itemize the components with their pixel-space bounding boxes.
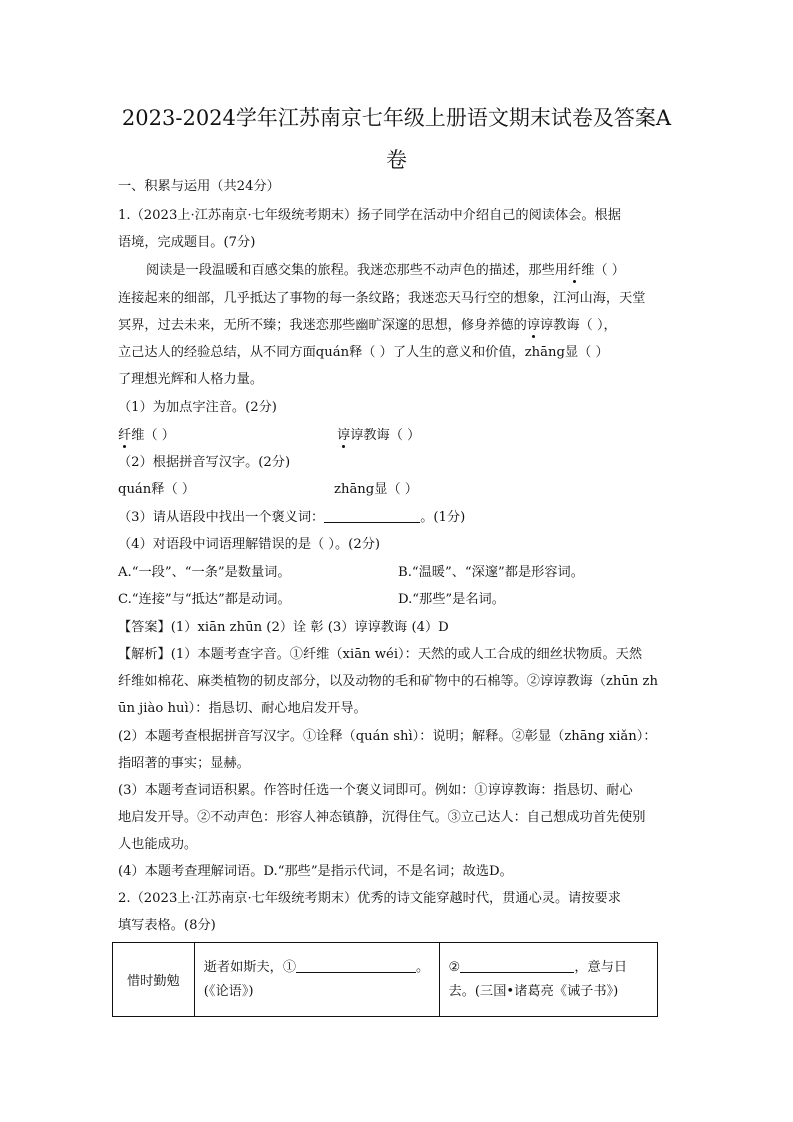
analysis-line1: 【解析】(1）本题考查字音。①纤维（xiān wéi）：天然的或人工合成的细丝状物质。天然 <box>118 647 643 662</box>
analysis-line5: 指昭著的事实；显赫。 <box>118 756 250 771</box>
quote-1-source: (《论语》) <box>203 983 254 999</box>
quote-cell-2 <box>439 943 657 1017</box>
quote-1-text: 逝者如斯夫，① <box>203 959 297 975</box>
passage-line4: 立己达人的经验总结，从不同方面quán释（ ）了人生的意义和价值，zhāng显（ ） <box>118 345 609 360</box>
analysis-line4: (2）本题考查根据拼音写汉字。①诠释（quán shì）：说明；解释。②彰显（zhāng xiǎn）： <box>118 729 657 744</box>
sub1-label: （1）为加点字注音。(2分) <box>118 400 277 415</box>
sub4-label: （4）对语段中词语理解错误的是（ ）。(2分) <box>118 537 381 552</box>
quote-1-suffix: 。 <box>416 959 430 975</box>
quote-1-line1 <box>195 956 439 980</box>
analysis-line8: 人也能成功。 <box>118 837 198 852</box>
option-d: D.“那些”是名词。 <box>398 592 505 607</box>
analysis-line9: (4）本题考查理解词语。D.“那些”是指示代词，不是名词；故选D。 <box>118 864 513 879</box>
analysis-line3: ūn jiào huì）：指恳切、耐心地启发开导。 <box>118 701 367 716</box>
sub1-item-a <box>118 426 175 446</box>
option-a: A.“一段”、“一条”是数量词。 <box>118 565 291 580</box>
table-row <box>113 943 658 1017</box>
passage-line3 <box>118 316 617 336</box>
page-title-line2: 卷 <box>386 148 407 172</box>
poetry-table <box>112 942 658 1017</box>
option-c: C.“连接”与“抵达”都是动词。 <box>118 592 291 607</box>
dotted-char: 纤 <box>568 263 582 278</box>
sub1-b-text: 谆教诲（ ） <box>350 428 421 443</box>
analysis-line6: (3）本题考查词语积累。作答时任选一个褒义词即可。例如：①谆谆教诲：指恳切、耐心 <box>118 783 633 798</box>
quote-cell-1 <box>194 943 439 1017</box>
sub3-line <box>118 508 465 528</box>
sub1-a-text: 维（ ） <box>131 428 175 443</box>
passage-text: 维（ ） <box>581 263 625 278</box>
q1-stem-line2: 语境，完成题目。(7分) <box>118 235 256 250</box>
quote-2-line2: 去。(三国•诸葛亮《诫子书》) <box>448 983 619 999</box>
answer-blank[interactable] <box>324 508 420 523</box>
row-label-cell <box>113 943 195 1017</box>
passage-line1 <box>146 261 625 281</box>
dotted-char: 谆 <box>526 318 540 333</box>
analysis-line2: 纤维如棉花、麻类植物的韧皮部分，以及动物的毛和矿物中的石棉等。②谆谆教诲（zhūn zh <box>118 674 658 689</box>
passage-line2: 连接起来的细部，几乎抵达了事物的每一条纹路；我迷恋天马行空的想象，江河山海，天堂 <box>118 291 646 306</box>
answer-blank[interactable] <box>460 958 574 973</box>
sub2-item-b: zhāng显（ ） <box>334 482 418 497</box>
q1-stem-line1: 1.（2023上·江苏南京·七年级统考期末）扬子同学在活动中介绍自己的阅读体会。根据 <box>118 208 621 223</box>
quote-2-suffix: ，意与日 <box>574 959 628 975</box>
quote-2-num: ② <box>448 959 461 975</box>
option-b: B.“温暖”、“深邃”都是形容词。 <box>398 565 584 580</box>
answer-blank[interactable] <box>296 958 416 973</box>
q2-stem-line1: 2.（2023上·江苏南京·七年级统考期末）优秀的诗文能穿越时代，贯通心灵。请按要求 <box>118 891 621 906</box>
dotted-char: 谆 <box>337 428 351 443</box>
row-label: 惜时勤勉 <box>126 974 180 989</box>
passage-text: 冥界，过去未来，无所不臻；我迷恋那些幽旷深邃的思想，修身养德的 <box>118 318 527 333</box>
q2-stem-line2: 填写表格。(8分) <box>118 918 216 933</box>
quote-2-line1 <box>440 956 657 980</box>
sub1-item-b <box>337 426 420 446</box>
dotted-char: 纤 <box>118 428 132 443</box>
sub3-text: （3）请从语段中找出一个褒义词： <box>118 510 325 525</box>
section-heading: 一、积累与运用（共24分） <box>118 179 280 194</box>
passage-text: 阅读是一段温暖和百感交集的旅程。我迷恋那些不动声色的描述，那些用 <box>146 263 568 278</box>
analysis-line7: 地启发开导。②不动声色：形容人神态镇静，沉得住气。③立己达人：自己想成功首先使别 <box>118 810 646 825</box>
sub2-item-a: quán释（ ） <box>118 482 196 497</box>
sub2-label: （2）根据拼音写汉字。(2分) <box>118 455 291 470</box>
passage-line5: 了理想光辉和人格力量。 <box>118 372 264 387</box>
page-title-line1: 2023-2024学年江苏南京七年级上册语文期末试卷及答案A <box>121 106 672 130</box>
sub3-suffix: 。(1分) <box>420 510 466 525</box>
answer-line: 【答案】(1）xiān zhūn (2）诠 彰 (3）谆谆教诲 (4）D <box>118 620 449 635</box>
passage-text: 谆教诲（ ）， <box>540 318 617 333</box>
